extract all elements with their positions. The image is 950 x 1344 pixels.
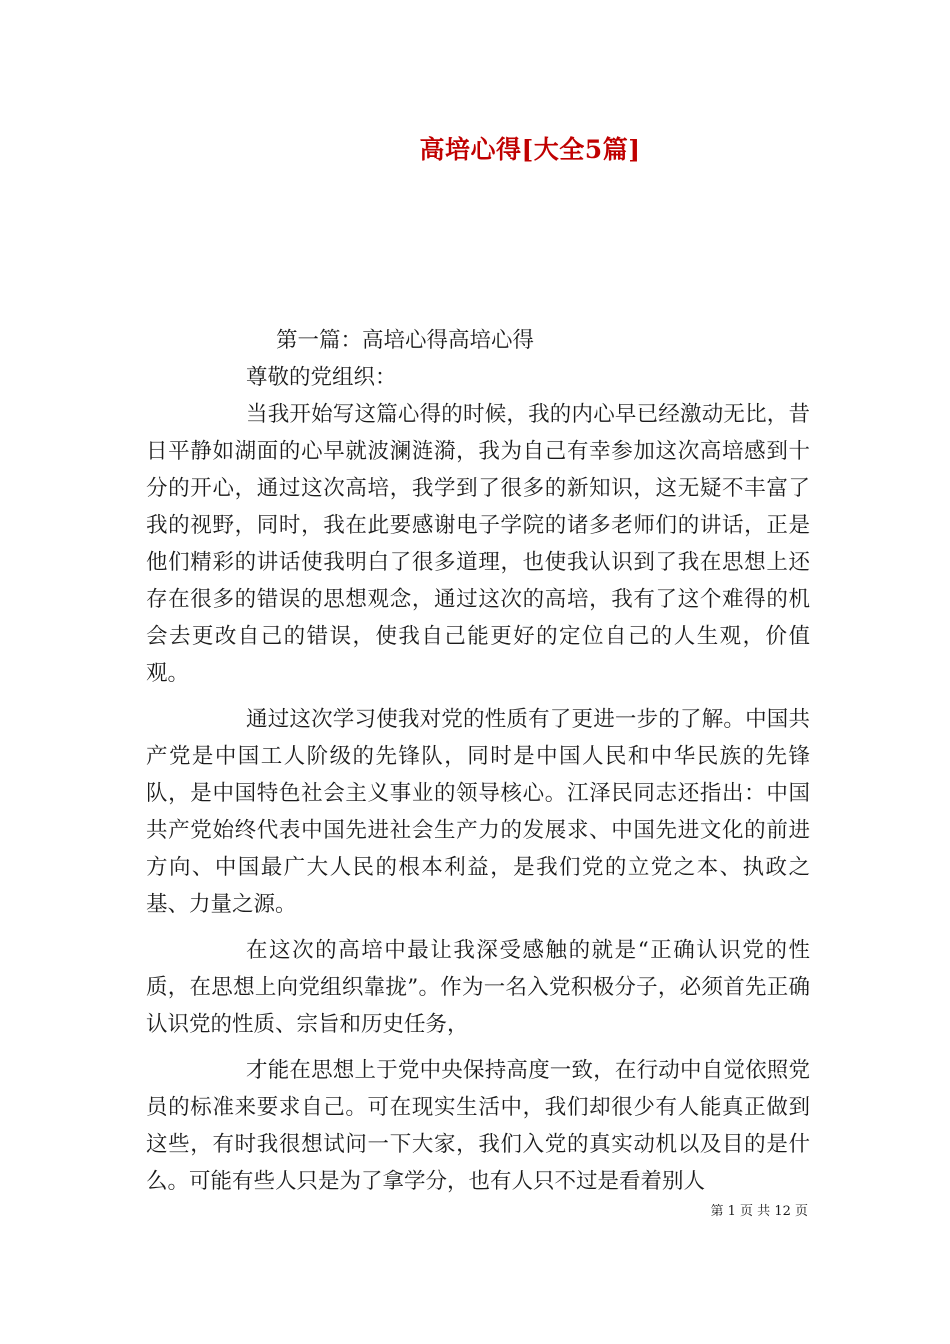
page-number: 第 1 页 共 12 页 <box>710 1204 808 1219</box>
paragraph: 当我开始写这篇心得的时候，我的内心早已经激动无比，昔日平静如湖面的心早就波澜涟漪，我为自己有幸参加这次高培感到十分的开心，通过这次高培，我学到了很多的新知识，这无疑不丰富了我的视野，同时，我在此要感谢电子学院的诸多老师们的讲话，正是他们精彩的讲话使我明白了很多道理，也使我认识到了我在思想上还存在很多的错误的思想观念，通过这次的高培，我有了这个难得的机会去更改自己的错误，使我自己能更好的定位自己的人生观，价值观。 <box>146 402 810 686</box>
paragraph: 在这次的高培中最让我深受感触的就是“正确认识党的性质，在思想上向党组织靠拢”。作为一名入党积极分子，必须首先正确认识党的性质、宗旨和历史任务， <box>146 938 810 1037</box>
paragraph: 才能在思想上于党中央保持高度一致，在行动中自觉依照党员的标准来要求自己。可在现实生活中，我们却很少有人能真正做到这些，有时我很想试问一下大家，我们入党的真实动机以及目的是什么。可能有些人只是为了拿学分，也有人只不过是看着别人 <box>146 1058 810 1194</box>
salutation: 尊敬的党组织： <box>246 365 397 390</box>
chapter-heading: 第一篇：高培心得高培心得 <box>276 328 535 353</box>
document-body <box>146 322 810 1200</box>
paragraph: 通过这次学习使我对党的性质有了更进一步的了解。中国共产党是中国工人阶级的先锋队，同时是中国人民和中华民族的先锋队，是中国特色社会主义事业的领导核心。江泽民同志还指出：中国共产党始终代表中国先进社会生产力的发展求、中国先进文化的前进方向、中国最广大人民的根本利益，是我们党的立党之本、执政之基、力量之源。 <box>146 707 810 917</box>
document-title: 高培心得[大全5篇] <box>419 135 641 164</box>
